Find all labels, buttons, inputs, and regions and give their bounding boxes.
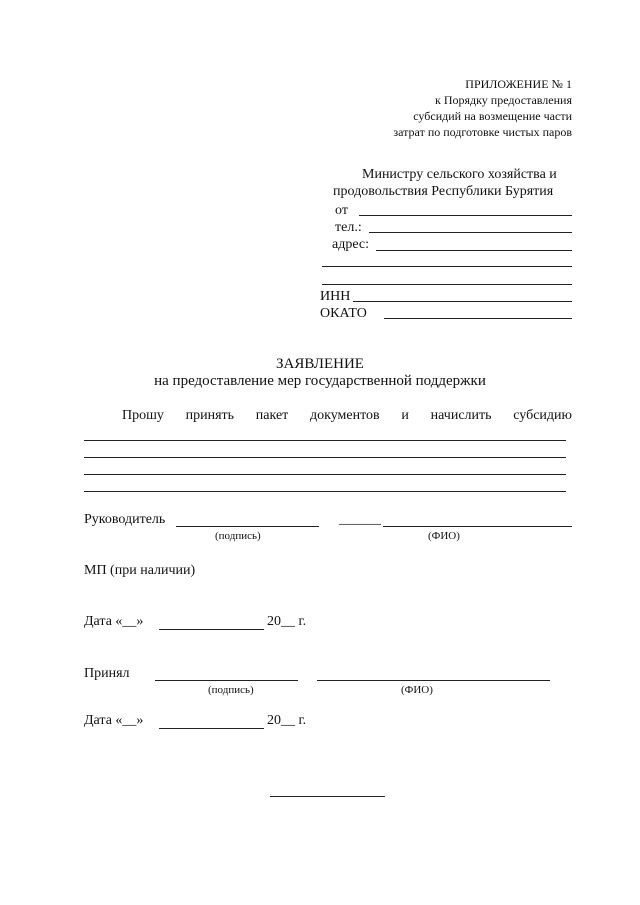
request-line-1[interactable] [84, 440, 566, 441]
request-word: Прошу [122, 408, 164, 423]
address-label: адрес: [332, 237, 370, 252]
request-word: начислить [430, 408, 492, 423]
appendix-line-4: затрат по подготовке чистых паров [393, 125, 572, 139]
request-word: и [401, 408, 409, 423]
address-extra-line-1[interactable] [322, 266, 572, 267]
recipient-line-1: Министру сельского хозяйства и [362, 167, 557, 182]
from-label: от [335, 203, 348, 218]
accepted-name-line[interactable] [317, 680, 550, 681]
request-line-4[interactable] [84, 491, 566, 492]
address-extra-line-2[interactable] [322, 284, 572, 285]
head-signature-line[interactable] [176, 526, 319, 527]
recipient-line-2: продовольствия Республики Бурятия [333, 184, 554, 199]
date-2-year: 20__ г. [267, 713, 307, 728]
request-word: субсидию [513, 408, 572, 423]
phone-field-line[interactable] [369, 232, 572, 233]
request-line-2[interactable] [84, 457, 566, 458]
appendix-line-2: к Порядку предоставления [434, 93, 572, 107]
from-field-line[interactable] [359, 215, 572, 216]
stamp-label: МП (при наличии) [84, 563, 196, 578]
appendix-header [393, 76, 572, 140]
date-2-month-line[interactable] [159, 728, 264, 729]
address-field-line[interactable] [376, 250, 572, 251]
head-name-underscores: ______ [339, 512, 381, 527]
request-word: пакет [255, 408, 289, 423]
head-label: Руководитель [84, 512, 166, 527]
okato-label: ОКАТО [320, 306, 367, 321]
phone-label: тел.: [335, 220, 362, 235]
head-signature-caption: (подпись) [215, 530, 261, 542]
accepted-signature-line[interactable] [155, 680, 298, 681]
okato-field-line[interactable] [384, 318, 572, 319]
document-title: ЗАЯВЛЕНИЕ [276, 356, 364, 372]
date-1-year: 20__ г. [267, 614, 307, 629]
head-name-caption: (ФИО) [428, 530, 460, 542]
date-1-prefix: Дата «__» [84, 614, 144, 629]
inn-label: ИНН [320, 289, 351, 304]
document-subtitle: на предоставление мер государственной поддержки [154, 373, 486, 389]
accepted-name-caption: (ФИО) [401, 684, 433, 696]
appendix-title: ПРИЛОЖЕНИЕ № 1 [465, 77, 572, 91]
request-text [122, 408, 572, 424]
date-2-prefix: Дата «__» [84, 713, 144, 728]
accepted-signature-caption: (подпись) [208, 684, 254, 696]
date-1-month-line[interactable] [159, 629, 264, 630]
accepted-label: Принял [84, 666, 130, 681]
request-word: документов [310, 408, 380, 423]
bottom-rule [270, 796, 385, 797]
request-word: принять [185, 408, 235, 423]
inn-field-line[interactable] [353, 301, 572, 302]
request-line-3[interactable] [84, 474, 566, 475]
head-name-line[interactable] [383, 526, 572, 527]
appendix-line-3: субсидий на возмещение части [413, 109, 572, 123]
